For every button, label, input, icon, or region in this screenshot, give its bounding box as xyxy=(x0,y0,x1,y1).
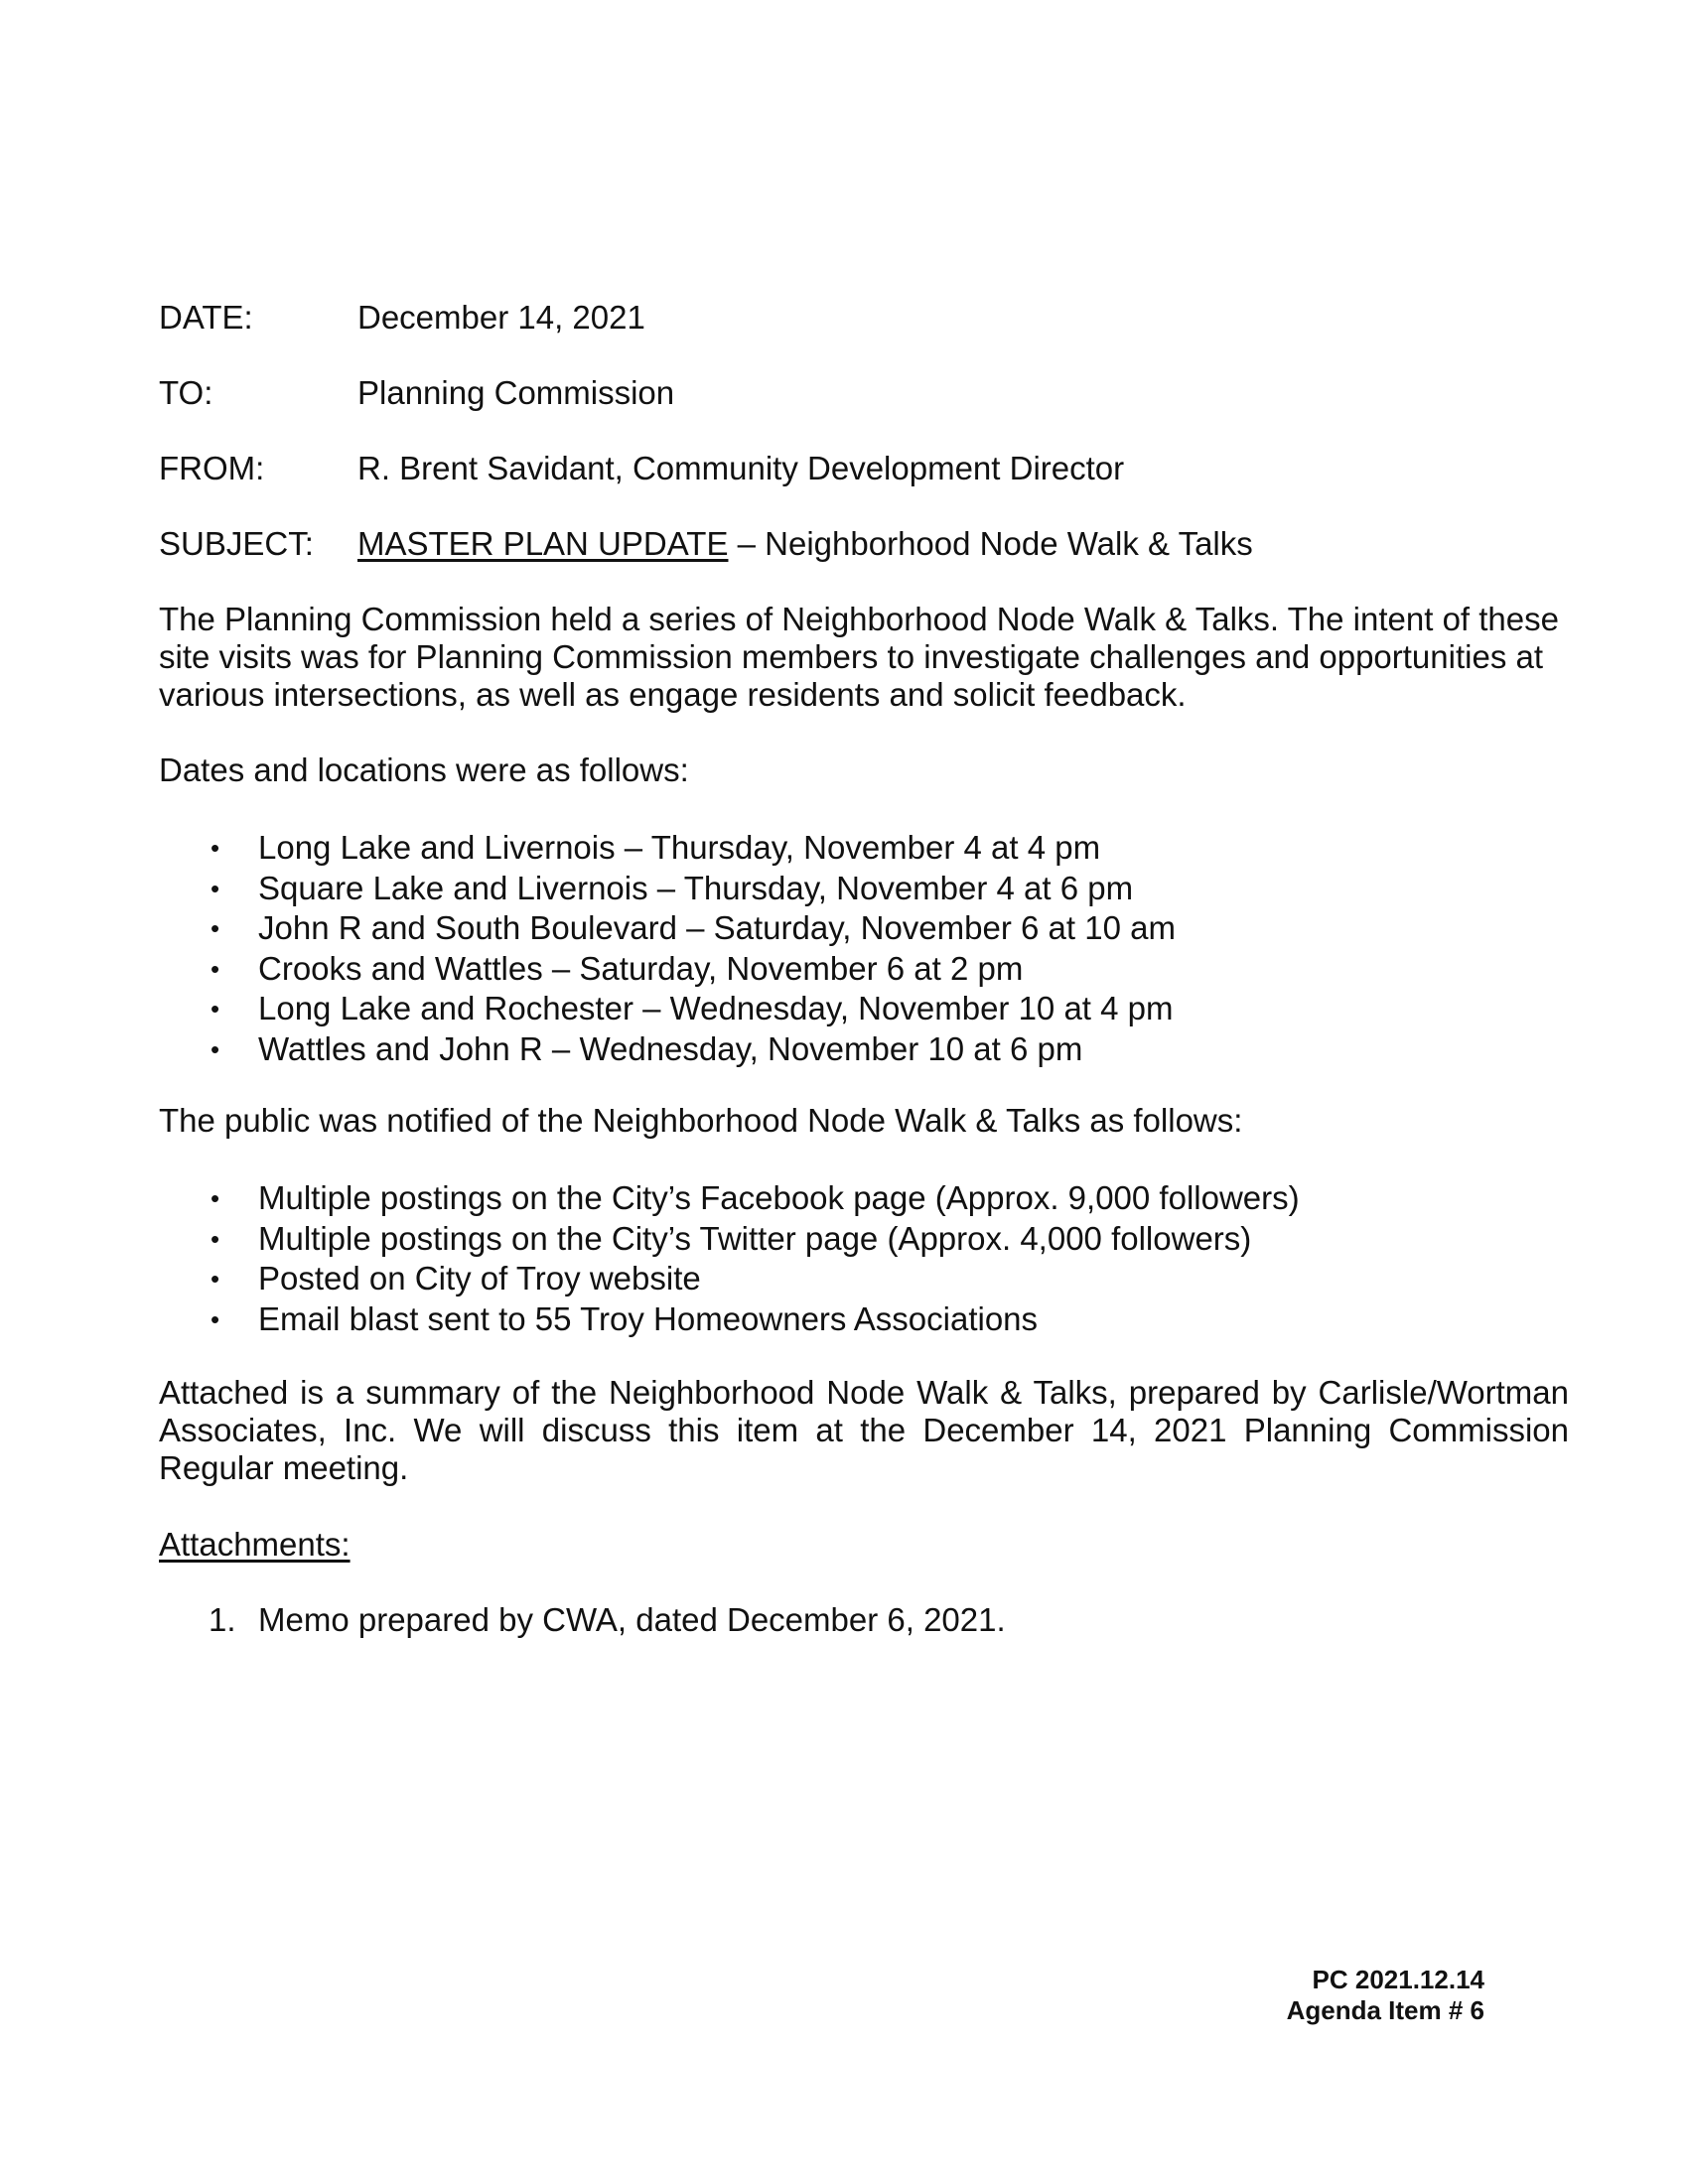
bullet-icon: • xyxy=(211,873,220,903)
attachments-list xyxy=(159,1601,1569,1639)
footer-line-2: Agenda Item # 6 xyxy=(1286,1995,1484,2025)
summary-paragraph: Attached is a summary of the Neighborhood Node Walk & Talks, prepared by Carlisle/Wortman Associates, Inc. We will discuss this item at the December 14, 2021 Planning Commission Regular meeting. xyxy=(159,1374,1569,1486)
subject-underlined: MASTER PLAN UPDATE xyxy=(357,525,729,562)
subject-value xyxy=(357,525,1253,563)
attachment-number: 1. xyxy=(209,1601,236,1638)
footer-line-1: PC 2021.12.14 xyxy=(1312,1965,1484,1994)
bullet-icon: • xyxy=(211,1223,220,1254)
memo-page xyxy=(159,0,1569,2184)
agenda-footer xyxy=(1287,1965,1484,2026)
dates-heading: Dates and locations were as follows: xyxy=(159,751,689,788)
to-value: Planning Commission xyxy=(357,374,675,411)
attachment-text: Memo prepared by CWA, dated December 6, 2021. xyxy=(258,1601,1006,1638)
intro-paragraph: The Planning Commission held a series of Neighborhood Node Walk & Talks. The intent of these site visits was for Planning Commission members to investigate challenges and opportunities at various intersections, as well as engage residents and solicit feedback. xyxy=(159,601,1559,713)
to-label: TO: xyxy=(159,374,213,411)
bullet-icon: • xyxy=(211,1033,220,1064)
list-item: • John R and South Boulevard – Saturday, November 6 at 10 am xyxy=(159,908,1569,949)
list-item: • Posted on City of Troy website xyxy=(159,1259,1569,1299)
subject-label: SUBJECT: xyxy=(159,525,314,562)
list-item: • Long Lake and Rochester – Wednesday, November 10 at 4 pm xyxy=(159,989,1569,1029)
from-value: R. Brent Savidant, Community Development Director xyxy=(357,450,1125,486)
list-item: • Email blast sent to 55 Troy Homeowners Associations xyxy=(159,1299,1569,1340)
bullet-icon: • xyxy=(211,1303,220,1334)
list-item: • Wattles and John R – Wednesday, November 10 at 6 pm xyxy=(159,1029,1569,1070)
bullet-icon: • xyxy=(211,913,220,943)
from-label: FROM: xyxy=(159,450,265,486)
dates-list xyxy=(159,828,1569,1069)
bullet-icon: • xyxy=(211,833,220,863)
bullet-icon: • xyxy=(211,994,220,1024)
notify-heading: The public was notified of the Neighborhood Node Walk & Talks as follows: xyxy=(159,1102,1243,1139)
bullet-icon: • xyxy=(211,953,220,984)
notifications-list xyxy=(159,1178,1569,1339)
list-item: • Long Lake and Livernois – Thursday, November 4 at 4 pm xyxy=(159,828,1569,869)
bullet-icon: • xyxy=(211,1264,220,1294)
list-item xyxy=(159,1601,1569,1639)
list-item: • Crooks and Wattles – Saturday, November 6 at 2 pm xyxy=(159,949,1569,990)
list-item: • Square Lake and Livernois – Thursday, November 4 at 6 pm xyxy=(159,869,1569,909)
date-value: December 14, 2021 xyxy=(357,299,645,336)
subject-rest: – Neighborhood Node Walk & Talks xyxy=(728,525,1253,562)
bullet-icon: • xyxy=(211,1183,220,1213)
date-label: DATE: xyxy=(159,299,253,336)
attachments-heading: Attachments: xyxy=(159,1526,351,1563)
list-item: • Multiple postings on the City’s Facebook page (Approx. 9,000 followers) xyxy=(159,1178,1569,1219)
list-item: • Multiple postings on the City’s Twitter page (Approx. 4,000 followers) xyxy=(159,1219,1569,1260)
